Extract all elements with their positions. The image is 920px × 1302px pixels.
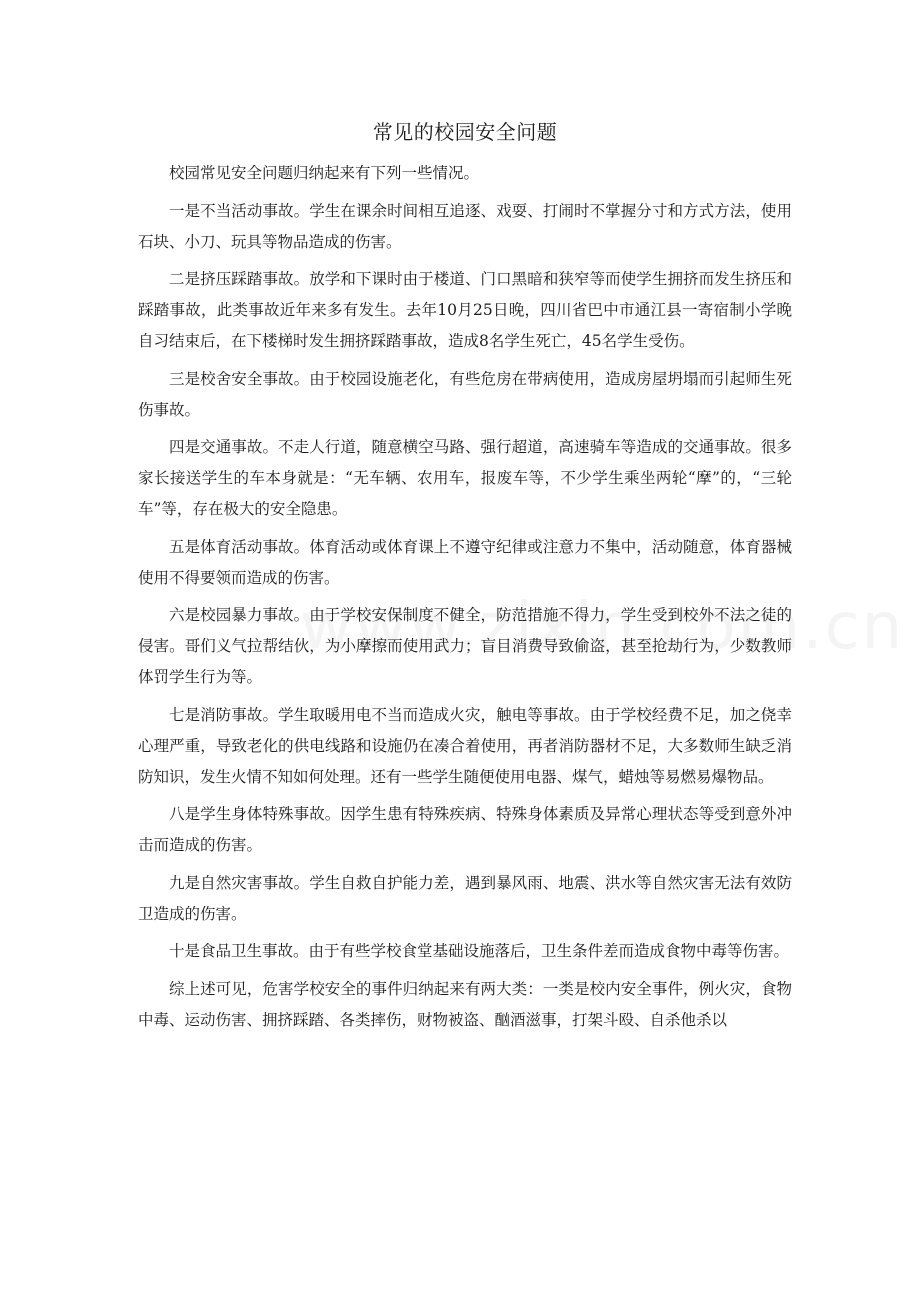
document-body xyxy=(138,118,792,1042)
paragraph-item-8: 八是学生身体特殊事故。因学生患有特殊疾病、特殊身体素质及异常心理状态等受到意外冲击而造成的伤害。 xyxy=(138,805,792,854)
paragraph-item-6: 六是校园暴力事故。由于学校安保制度不健全，防范措施不得力，学生受到校外不法之徒的侵害。哥们义气拉帮结伙，为小摩擦而使用武力；盲目消费导致偷盗，甚至抢劫行为，少数教师体罚学生行为等。 xyxy=(138,606,792,686)
document-title: 常见的校园安全问题 xyxy=(372,120,558,144)
paragraph-item-10: 十是食品卫生事故。由于有些学校食堂基础设施落后，卫生条件差而造成食物中毒等伤害。 xyxy=(169,942,790,960)
paragraph-item-2: 二是挤压踩踏事故。放学和下课时由于楼道、门口黑暗和狭窄等而使学生拥挤而发生挤压和踩踏事故，此类事故近年来多有发生。去年10月25日晚，四川省巴中市通江县一寄宿制小学晚自习结束后，在下楼梯时发生拥挤踩踏事故，造成8名学生死亡，45名学生受伤。 xyxy=(138,270,792,350)
paragraph-intro: 校园常见安全问题归纳起来有下列一些情况。 xyxy=(169,164,480,182)
paragraph-item-4: 四是交通事故。不走人行道，随意横空马路、强行超道，高速骑车等造成的交通事故。很多家长接送学生的车本身就是：“无车辆、农用车，报废车等，不少学生乘坐两轮“摩”的，“三轮车”等，存在极大的安全隐患。 xyxy=(138,438,792,518)
paragraph-item-3: 三是校舍安全事故。由于校园设施老化，有些危房在带病使用，造成房屋坍塌而引起师生死伤事故。 xyxy=(138,369,792,419)
paragraph-item-5: 五是体育活动事故。体育活动或体育课上不遵守纪律或注意力不集中，活动随意，体育器械使用不得要领而造成的伤害。 xyxy=(138,537,792,587)
paragraph-item-7: 七是消防事故。学生取暖用电不当而造成火灾，触电等事故。由于学校经费不足，加之侥幸心理严重，导致老化的供电线路和设施仍在凑合着使用，再者消防器材不足，大多数师生缺乏消防知识，发生火情不知如何处理。还有一些学生随便使用电器、煤气，蜡烛等易燃易爆物品。 xyxy=(138,705,792,786)
paragraph-item-1: 一是不当活动事故。学生在课余时间相互追逐、戏耍、打闹时不掌握分寸和方式方法，使用石块、小刀、玩具等物品造成的伤害。 xyxy=(138,201,792,251)
paragraph-item-9: 九是自然灾害事故。学生自救自护能力差，遇到暴风雨、地震、洪水等自然灾害无法有效防卫造成的伤害。 xyxy=(138,873,792,923)
paragraph-summary: 综上述可见，危害学校安全的事件归纳起来有两大类：一类是校内安全事件，例火灾，食物中毒、运动伤害、拥挤踩踏、各类摔伤，财物被盗、酗酒滋事，打架斗殴、自杀他杀以 xyxy=(138,979,792,1029)
